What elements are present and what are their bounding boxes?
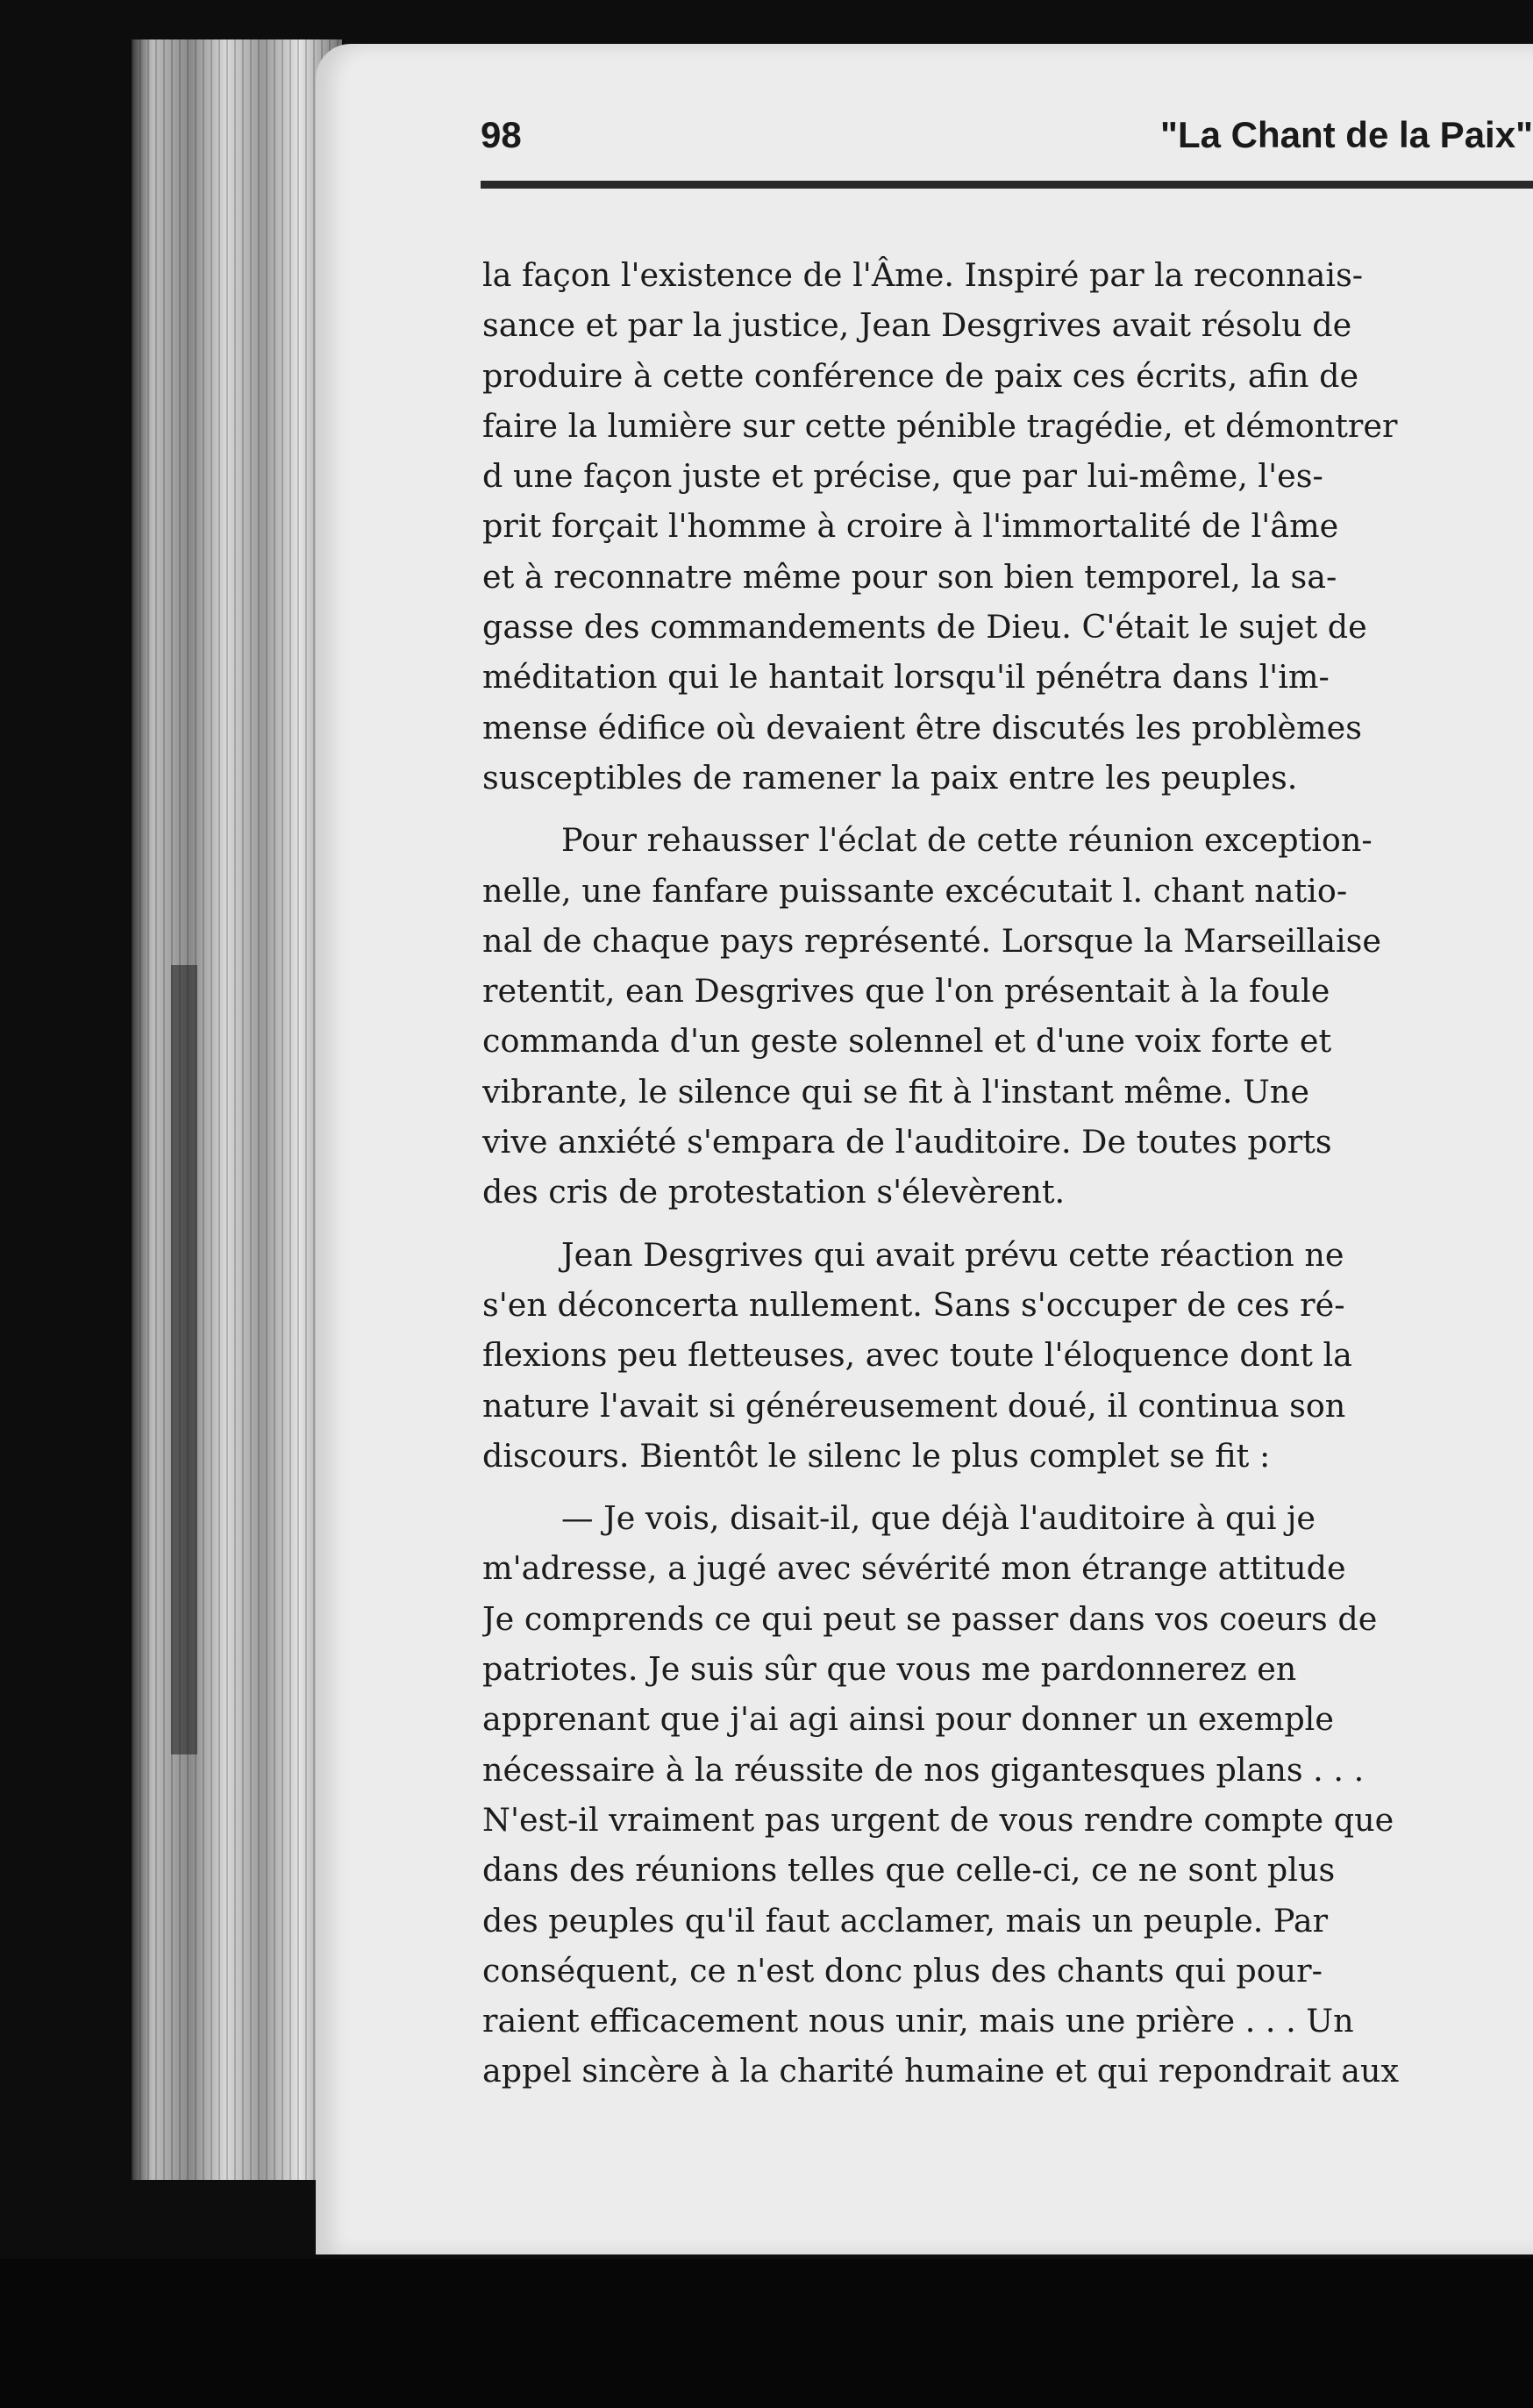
- text-line: patriotes. Je suis sûr que vous me pardonnerez en: [482, 1650, 1297, 1689]
- paragraph: [482, 250, 1533, 803]
- text-line: sance et par la justice, Jean Desgrives avait résolu de: [482, 306, 1352, 345]
- body-text: [482, 250, 1533, 2097]
- text-line: nécessaire à la réussite de nos gigantesques plans . . .: [482, 1750, 1365, 1789]
- text-line: des cris de protestation s'élevèrent.: [482, 1173, 1066, 1211]
- paragraph: [482, 1493, 1533, 2097]
- running-title: "La Chant de la Paix": [1160, 114, 1533, 155]
- text-line: vibrante, le silence qui se fit à l'instant même. Une: [482, 1072, 1309, 1111]
- text-line: — Je vois, disait-il, que déjà l'auditoire à qui je: [561, 1499, 1316, 1538]
- text-line: la façon l'existence de l'Âme. Inspiré par la reconnais-: [482, 256, 1364, 294]
- paragraph: [482, 815, 1533, 1217]
- text-line: mense édifice où devaient être discutés les problèmes: [482, 708, 1362, 747]
- text-line: nal de chaque pays représenté. Lorsque la Marseillaise: [482, 921, 1381, 960]
- text-line: nelle, une fanfare puissante excécutait l. chant natio-: [482, 871, 1348, 910]
- text-line: vive anxiété s'empara de l'auditoire. De toutes ports: [482, 1123, 1332, 1161]
- text-line: N'est-il vraiment pas urgent de vous rendre compte que: [482, 1800, 1394, 1839]
- text-line: produire à cette conférence de paix ces écrits, afin de: [482, 356, 1359, 395]
- text-line: raient efficacement nous unir, mais une prière . . . Un: [482, 2002, 1354, 2040]
- text-line: m'adresse, a jugé avec sévérité mon étrange attitude: [482, 1549, 1346, 1588]
- text-line: retentit, ean Desgrives que l'on présentait à la foule: [482, 972, 1330, 1011]
- paragraph: [482, 1230, 1533, 1481]
- text-line: dans des réunions telles que celle-ci, ce ne sont plus: [482, 1851, 1336, 1890]
- text-line: discours. Bientôt le silenc le plus complet se fit :: [482, 1436, 1271, 1475]
- text-line: apprenant que j'ai agi ainsi pour donner un exemple: [482, 1700, 1334, 1739]
- spine-shadow: [171, 965, 197, 1754]
- text-line: gasse des commandements de Dieu. C'était le sujet de: [482, 608, 1367, 647]
- page-header: [481, 114, 1533, 167]
- text-line: susceptibles de ramener la paix entre les peuples.: [482, 758, 1298, 797]
- scan-background: [0, 2259, 1533, 2408]
- text-line: Pour rehausser l'éclat de cette réunion exception-: [561, 821, 1373, 860]
- text-line: Je comprends ce qui peut se passer dans vos coeurs de: [482, 1599, 1378, 1638]
- text-line: s'en déconcerta nullement. Sans s'occuper de ces ré-: [482, 1285, 1345, 1324]
- text-line: d une façon juste et précise, que par lui-même, l'es-: [482, 457, 1323, 496]
- text-line: faire la lumière sur cette pénible tragédie, et démontrer: [482, 406, 1398, 445]
- text-line: appel sincère à la charité humaine et qui repondrait aux: [482, 2052, 1400, 2090]
- text-line: des peuples qu'il faut acclamer, mais un peuple. Par: [482, 1901, 1329, 1940]
- text-line: méditation qui le hantait lorsqu'il pénétra dans l'im-: [482, 658, 1330, 697]
- page-number: 98: [481, 114, 522, 155]
- text-line: et à reconnatre même pour son bien temporel, la sa-: [482, 557, 1337, 596]
- text-line: commanda d'un geste solennel et d'une voix forte et: [482, 1022, 1332, 1061]
- text-line: flexions peu fletteuses, avec toute l'éloquence dont la: [482, 1336, 1352, 1375]
- text-line: conséquent, ce n'est donc plus des chants qui pour-: [482, 1951, 1323, 1990]
- header-rule: [481, 181, 1533, 189]
- spine-texture: [132, 39, 342, 2180]
- text-line: prit forçait l'homme à croire à l'immortalité de l'âme: [482, 507, 1339, 546]
- text-line: nature l'avait si généreusement doué, il continua son: [482, 1386, 1346, 1425]
- text-line: Jean Desgrives qui avait prévu cette réaction ne: [561, 1235, 1344, 1274]
